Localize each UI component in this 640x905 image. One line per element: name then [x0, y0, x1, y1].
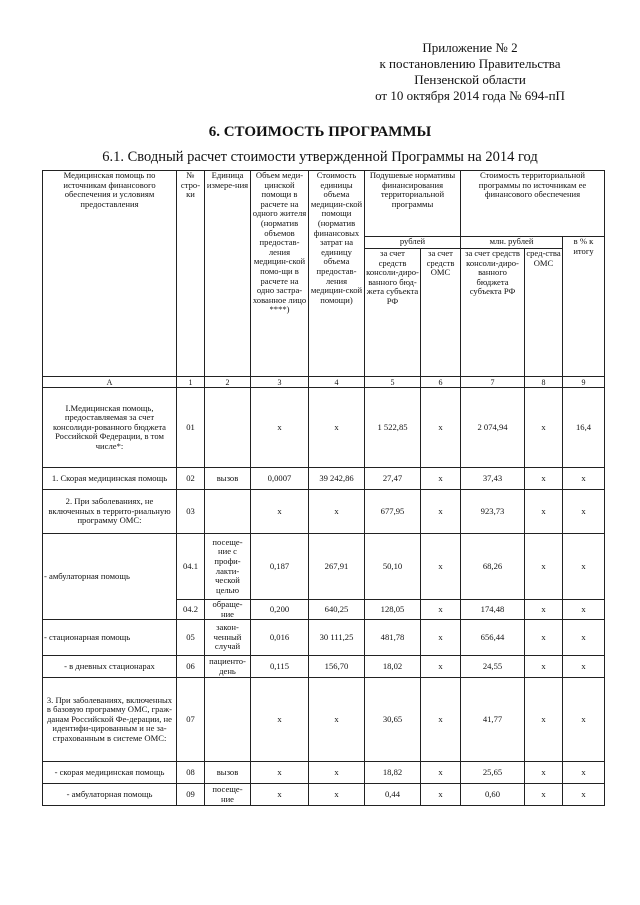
table-row [43, 490, 605, 534]
row-label: - в дневных стационарах [43, 656, 177, 678]
volume-cell: x [251, 762, 309, 784]
row-number: 03 [177, 490, 205, 534]
row-number: 02 [177, 468, 205, 490]
percent-cell: x [563, 762, 605, 784]
column-number: 8 [525, 377, 563, 388]
budget-rub-cell: 18,02 [365, 656, 421, 678]
header-cell-budget-mln: за счет средств консоли-диро-ванного бюджета субъекта РФ [461, 249, 525, 377]
unit-cell: обраще-ние [205, 600, 251, 620]
column-number: 3 [251, 377, 309, 388]
budget-mln-cell: 0,60 [461, 784, 525, 806]
unit-cell [205, 490, 251, 534]
percent-cell: x [563, 678, 605, 762]
oms-rub-cell: x [421, 388, 461, 468]
budget-mln-cell: 656,44 [461, 620, 525, 656]
percent-cell: x [563, 620, 605, 656]
page-subtitle: 6.1. Сводный расчет стоимости утвержденной Программы на 2014 год [102, 149, 538, 165]
unit-cell [205, 388, 251, 468]
budget-mln-cell: 37,43 [461, 468, 525, 490]
oms-rub-cell: x [421, 490, 461, 534]
page-title: 6. СТОИМОСТЬ ПРОГРАММЫ [208, 124, 432, 140]
unit-cell: вызов [205, 762, 251, 784]
table-row [43, 534, 605, 600]
budget-rub-cell: 481,78 [365, 620, 421, 656]
budget-rub-cell: 30,65 [365, 678, 421, 762]
header-cell-budget-rub: за счет средств консоли-диро-ванного бюд-жета субъекта РФ [365, 249, 421, 377]
unit-cell: посеще-ние [205, 784, 251, 806]
row-number: 07 [177, 678, 205, 762]
oms-mln-cell: x [525, 762, 563, 784]
budget-rub-cell: 18,82 [365, 762, 421, 784]
volume-cell: 0,187 [251, 534, 309, 600]
table-row [43, 678, 605, 762]
row-label: - амбулаторная помощь [43, 784, 177, 806]
row-number: 06 [177, 656, 205, 678]
budget-mln-cell: 41,77 [461, 678, 525, 762]
column-number: 1 [177, 377, 205, 388]
header-cell-unit: Единица измере-ния [205, 171, 251, 377]
volume-cell: 0,115 [251, 656, 309, 678]
unit-cost-cell: 39 242,86 [309, 468, 365, 490]
unit-cost-cell: 156,70 [309, 656, 365, 678]
budget-rub-cell: 0,44 [365, 784, 421, 806]
table-row [43, 656, 605, 678]
header-cell-oms-mln: сред-ства ОМС [525, 249, 563, 377]
header-cell-program-cost: Стоимость территориальной программы по источникам ее финансового обеспечения [461, 171, 605, 237]
oms-rub-cell: x [421, 762, 461, 784]
header-cell-volume: Объем меди-цинской помощи в расчете на одного жителя (норматив объемов предостав-ления медицин-ской помо-щи в расчете на одно застра-хованное лицо ****) [251, 171, 309, 377]
budget-rub-cell: 50,10 [365, 534, 421, 600]
header-cell-oms-rub: за счет средств ОМС [421, 249, 461, 377]
volume-cell: x [251, 784, 309, 806]
column-number: А [43, 377, 177, 388]
table-row [43, 762, 605, 784]
row-label: I.Медицинская помощь, предоставляемая за счет консолиди-рованного бюджета Российской Федерации, в том числе*: [43, 388, 177, 468]
percent-cell: x [563, 656, 605, 678]
oms-mln-cell: x [525, 784, 563, 806]
budget-rub-cell: 128,05 [365, 600, 421, 620]
budget-rub-cell: 677,95 [365, 490, 421, 534]
percent-cell: x [563, 784, 605, 806]
document-header [340, 40, 600, 104]
budget-mln-cell: 174,48 [461, 600, 525, 620]
row-number: 08 [177, 762, 205, 784]
unit-cost-cell: x [309, 678, 365, 762]
unit-cost-cell: 267,91 [309, 534, 365, 600]
row-number: 09 [177, 784, 205, 806]
header-cell-rubles: рублей [365, 237, 461, 249]
percent-cell: x [563, 534, 605, 600]
header-line-4: от 10 октября 2014 года № 694-пП [375, 88, 565, 103]
unit-cell [205, 678, 251, 762]
percent-cell: x [563, 490, 605, 534]
unit-cost-cell: x [309, 762, 365, 784]
column-number: 9 [563, 377, 605, 388]
row-number: 04.1 [177, 534, 205, 600]
volume-cell: 0,016 [251, 620, 309, 656]
volume-cell: 0,0007 [251, 468, 309, 490]
percent-cell: x [563, 468, 605, 490]
column-number-row [43, 377, 605, 388]
oms-rub-cell: x [421, 656, 461, 678]
oms-mln-cell: x [525, 388, 563, 468]
oms-mln-cell: x [525, 468, 563, 490]
column-number: 5 [365, 377, 421, 388]
header-cell-row-number: № стро-ки [177, 171, 205, 377]
percent-cell: 16,4 [563, 388, 605, 468]
unit-cost-cell: 30 111,25 [309, 620, 365, 656]
column-number: 7 [461, 377, 525, 388]
budget-mln-cell: 68,26 [461, 534, 525, 600]
table-row [43, 468, 605, 490]
unit-cost-cell: 640,25 [309, 600, 365, 620]
header-line-3: Пензенской области [414, 72, 526, 87]
table-row [43, 784, 605, 806]
row-label: - амбулаторная помощь [43, 534, 177, 620]
header-cell-mln-rubles: млн. рублей [461, 237, 563, 249]
header-line-2: к постановлению Правительства [379, 56, 561, 71]
header-cell-per-capita-norms: Подушевые нормативы финансирования территориальной программы [365, 171, 461, 237]
budget-mln-cell: 2 074,94 [461, 388, 525, 468]
row-label: 1. Скорая медицинская помощь [43, 468, 177, 490]
column-number: 4 [309, 377, 365, 388]
cost-table [42, 170, 605, 806]
oms-mln-cell: x [525, 678, 563, 762]
oms-rub-cell: x [421, 534, 461, 600]
unit-cell: пациенто-день [205, 656, 251, 678]
oms-rub-cell: x [421, 468, 461, 490]
unit-cost-cell: x [309, 490, 365, 534]
oms-rub-cell: x [421, 620, 461, 656]
percent-cell: x [563, 600, 605, 620]
table-row [43, 620, 605, 656]
budget-mln-cell: 24,55 [461, 656, 525, 678]
budget-rub-cell: 27,47 [365, 468, 421, 490]
unit-cost-cell: x [309, 388, 365, 468]
budget-rub-cell: 1 522,85 [365, 388, 421, 468]
volume-cell: x [251, 490, 309, 534]
table-row [43, 388, 605, 468]
unit-cell: посеще-ние с профи-лакти-ческой целью [205, 534, 251, 600]
budget-mln-cell: 25,65 [461, 762, 525, 784]
row-label: - стационарная помощь [43, 620, 177, 656]
row-number: 01 [177, 388, 205, 468]
unit-cell: вызов [205, 468, 251, 490]
column-number: 2 [205, 377, 251, 388]
oms-rub-cell: x [421, 600, 461, 620]
volume-cell: 0,200 [251, 600, 309, 620]
header-cell-unit-cost: Стоимость единицы объема медицин-ской помощи (норматив финансовых затрат на единицу объема предостав-ления медицин-ской помощи) [309, 171, 365, 377]
column-number: 6 [421, 377, 461, 388]
row-label: - скорая медицинская помощь [43, 762, 177, 784]
oms-mln-cell: x [525, 534, 563, 600]
oms-rub-cell: x [421, 784, 461, 806]
header-cell-percent: в % к итогу [563, 237, 605, 377]
oms-mln-cell: x [525, 620, 563, 656]
unit-cost-cell: x [309, 784, 365, 806]
oms-rub-cell: x [421, 678, 461, 762]
header-line-1: Приложение № 2 [422, 40, 518, 55]
row-label: 2. При заболеваниях, не включенных в террито-риальную программу ОМС: [43, 490, 177, 534]
budget-mln-cell: 923,73 [461, 490, 525, 534]
volume-cell: x [251, 388, 309, 468]
row-label: 3. При заболеваниях, включенных в базовую программу ОМС, граж-данам Российской Фе-дерации, не идентифи-цированным и не за-страхованным в системе ОМС: [43, 678, 177, 762]
row-number: 04.2 [177, 600, 205, 620]
oms-mln-cell: x [525, 656, 563, 678]
volume-cell: x [251, 678, 309, 762]
header-cell-assistance: Медицинская помощь по источникам финансового обеспечения и условиям предоставления [43, 171, 177, 377]
row-number: 05 [177, 620, 205, 656]
oms-mln-cell: x [525, 600, 563, 620]
oms-mln-cell: x [525, 490, 563, 534]
unit-cell: закон-ченный случай [205, 620, 251, 656]
